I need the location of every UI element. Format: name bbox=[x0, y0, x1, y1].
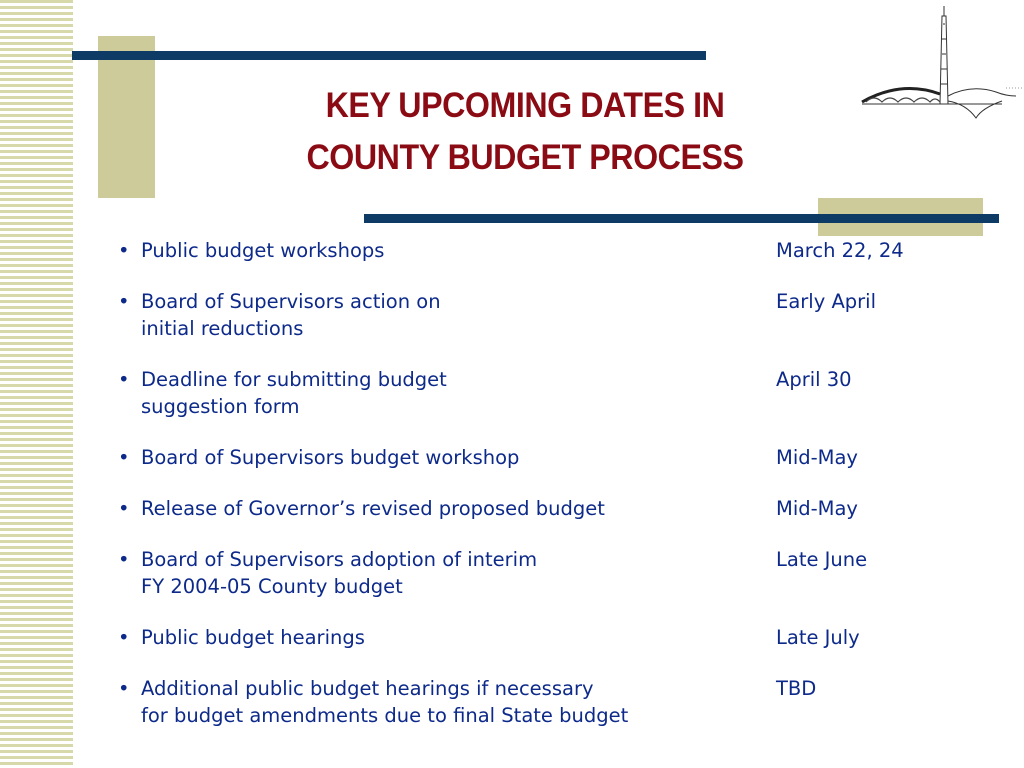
decorative-stripes bbox=[0, 0, 73, 768]
item-description: Public budget workshops bbox=[141, 239, 385, 262]
item-date: TBD bbox=[776, 677, 817, 700]
list-item bbox=[118, 624, 998, 651]
bullet-icon: • bbox=[118, 677, 130, 700]
list-item bbox=[118, 288, 998, 342]
bottom-rule bbox=[364, 214, 999, 223]
item-date: Late June bbox=[776, 548, 868, 571]
date-list bbox=[118, 237, 998, 753]
item-date: April 30 bbox=[776, 368, 852, 391]
slide-title bbox=[208, 80, 843, 184]
item-date: Mid-May bbox=[776, 446, 858, 469]
list-item bbox=[118, 495, 998, 522]
arch-building-icon bbox=[856, 4, 1024, 124]
bullet-icon: • bbox=[118, 446, 130, 469]
list-item bbox=[118, 444, 998, 471]
list-item bbox=[118, 366, 998, 420]
list-item bbox=[118, 675, 998, 729]
item-description: Additional public budget hearings if necessary bbox=[141, 677, 594, 700]
item-description: Deadline for submitting budget bbox=[141, 368, 447, 391]
top-rule bbox=[72, 51, 706, 60]
item-description-continued: FY 2004-05 County budget bbox=[141, 575, 403, 598]
item-description: Release of Governor’s revised proposed budget bbox=[141, 497, 605, 520]
item-description-continued: for budget amendments due to final State budget bbox=[141, 704, 629, 727]
item-description: Board of Supervisors budget workshop bbox=[141, 446, 520, 469]
bullet-icon: • bbox=[118, 548, 130, 571]
list-item bbox=[118, 546, 998, 600]
bullet-icon: • bbox=[118, 626, 130, 649]
bullet-icon: • bbox=[118, 368, 130, 391]
item-description: Board of Supervisors adoption of interim bbox=[141, 548, 538, 571]
list-item bbox=[118, 237, 998, 264]
item-description: Board of Supervisors action on bbox=[141, 290, 441, 313]
item-description: Public budget hearings bbox=[141, 626, 365, 649]
item-date: Mid-May bbox=[776, 497, 858, 520]
bullet-icon: • bbox=[118, 497, 130, 520]
item-date: March 22, 24 bbox=[776, 239, 904, 262]
item-description-continued: initial reductions bbox=[141, 317, 304, 340]
title-line-1: KEY UPCOMING DATES IN bbox=[325, 86, 725, 125]
bullet-icon: • bbox=[118, 290, 130, 313]
title-line-2: COUNTY BUDGET PROCESS bbox=[306, 138, 744, 177]
item-date: Late July bbox=[776, 626, 860, 649]
item-description-continued: suggestion form bbox=[141, 395, 300, 418]
bullet-icon: • bbox=[118, 239, 130, 262]
accent-block-left bbox=[98, 36, 155, 198]
item-date: Early April bbox=[776, 290, 877, 313]
